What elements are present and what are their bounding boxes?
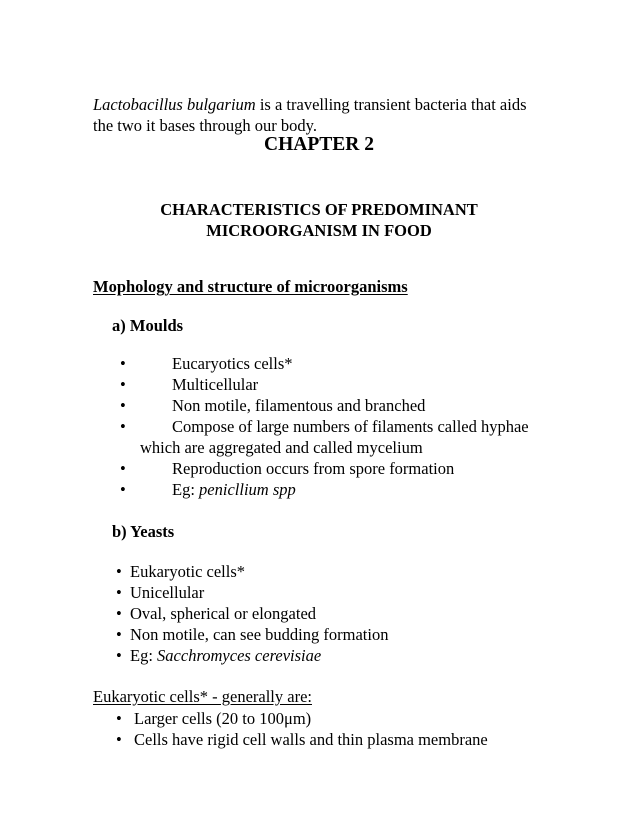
bullet-icon: • [116,730,122,749]
list-item [114,645,554,666]
chapter-subtitle-line-1: CHARACTERISTICS OF PREDOMINANT [160,200,478,219]
list-item-text: Unicellular [130,583,205,602]
list-item [114,561,554,582]
chapter-subtitle-line-2: MICROORGANISM IN FOOD [206,221,432,240]
yeasts-heading: b) Yeasts [112,522,175,541]
yeasts-list [114,561,554,666]
intro-species-name: Lactobacillus bulgarium [93,95,256,114]
chapter-title: CHAPTER 2 [264,134,374,155]
list-item-text: Eucaryotics cells* [172,354,293,373]
list-item [116,416,556,458]
example-prefix: Eg: [172,480,200,499]
bullet-icon: • [120,417,126,436]
list-item [116,353,556,374]
list-item-text: Compose of large numbers of filaments called hyphae [172,417,529,436]
list-item-text: Reproduction occurs from spore formation [172,459,455,478]
intro-line-1-text: is a travelling transient bacteria that aids [255,95,527,114]
list-item [116,708,586,729]
intro-line-2: the two it bases through our body. [93,116,317,135]
list-item-text: Oval, spherical or elongated [130,604,317,623]
example-species: Sacchromyces cerevisiae [157,646,322,665]
list-item-text: Multicellular [172,375,259,394]
list-item [114,603,554,624]
list-item [116,479,556,500]
bullet-icon: • [116,646,122,665]
list-item [114,624,554,645]
bullet-icon: • [120,396,126,415]
bullet-icon: • [116,709,122,728]
moulds-heading: a) Moulds [112,316,184,335]
intro-paragraph [93,94,563,136]
list-item [116,374,556,395]
list-item-text: Non motile, filamentous and branched [172,396,426,415]
list-item [116,395,556,416]
chapter-subtitle [0,199,638,241]
bullet-icon: • [120,459,126,478]
example-prefix: Eg: [130,646,158,665]
bullet-icon: • [120,354,126,373]
intro-line-1 [93,94,563,115]
list-item-text: Larger cells (20 to 100μm) [134,709,312,728]
moulds-list [116,353,556,500]
list-item-continuation: which are aggregated and called mycelium [140,438,423,457]
list-item-text: Non motile, can see budding formation [130,625,389,644]
bullet-icon: • [116,583,122,602]
example-species: penicllium spp [199,480,296,499]
bullet-icon: • [116,625,122,644]
bullet-icon: • [116,604,122,623]
list-item-text: Eukaryotic cells* [130,562,246,581]
bullet-icon: • [120,375,126,394]
eukaryotic-heading: Eukaryotic cells* - generally are: [93,687,312,706]
list-item [114,582,554,603]
bullet-icon: • [120,480,126,499]
list-item [116,458,556,479]
bullet-icon: • [116,562,122,581]
list-item [116,729,586,750]
section-heading: Mophology and structure of microorganisms [93,277,408,296]
list-item-text: Cells have rigid cell walls and thin plasma membrane [134,730,488,749]
eukaryotic-list [116,708,586,750]
